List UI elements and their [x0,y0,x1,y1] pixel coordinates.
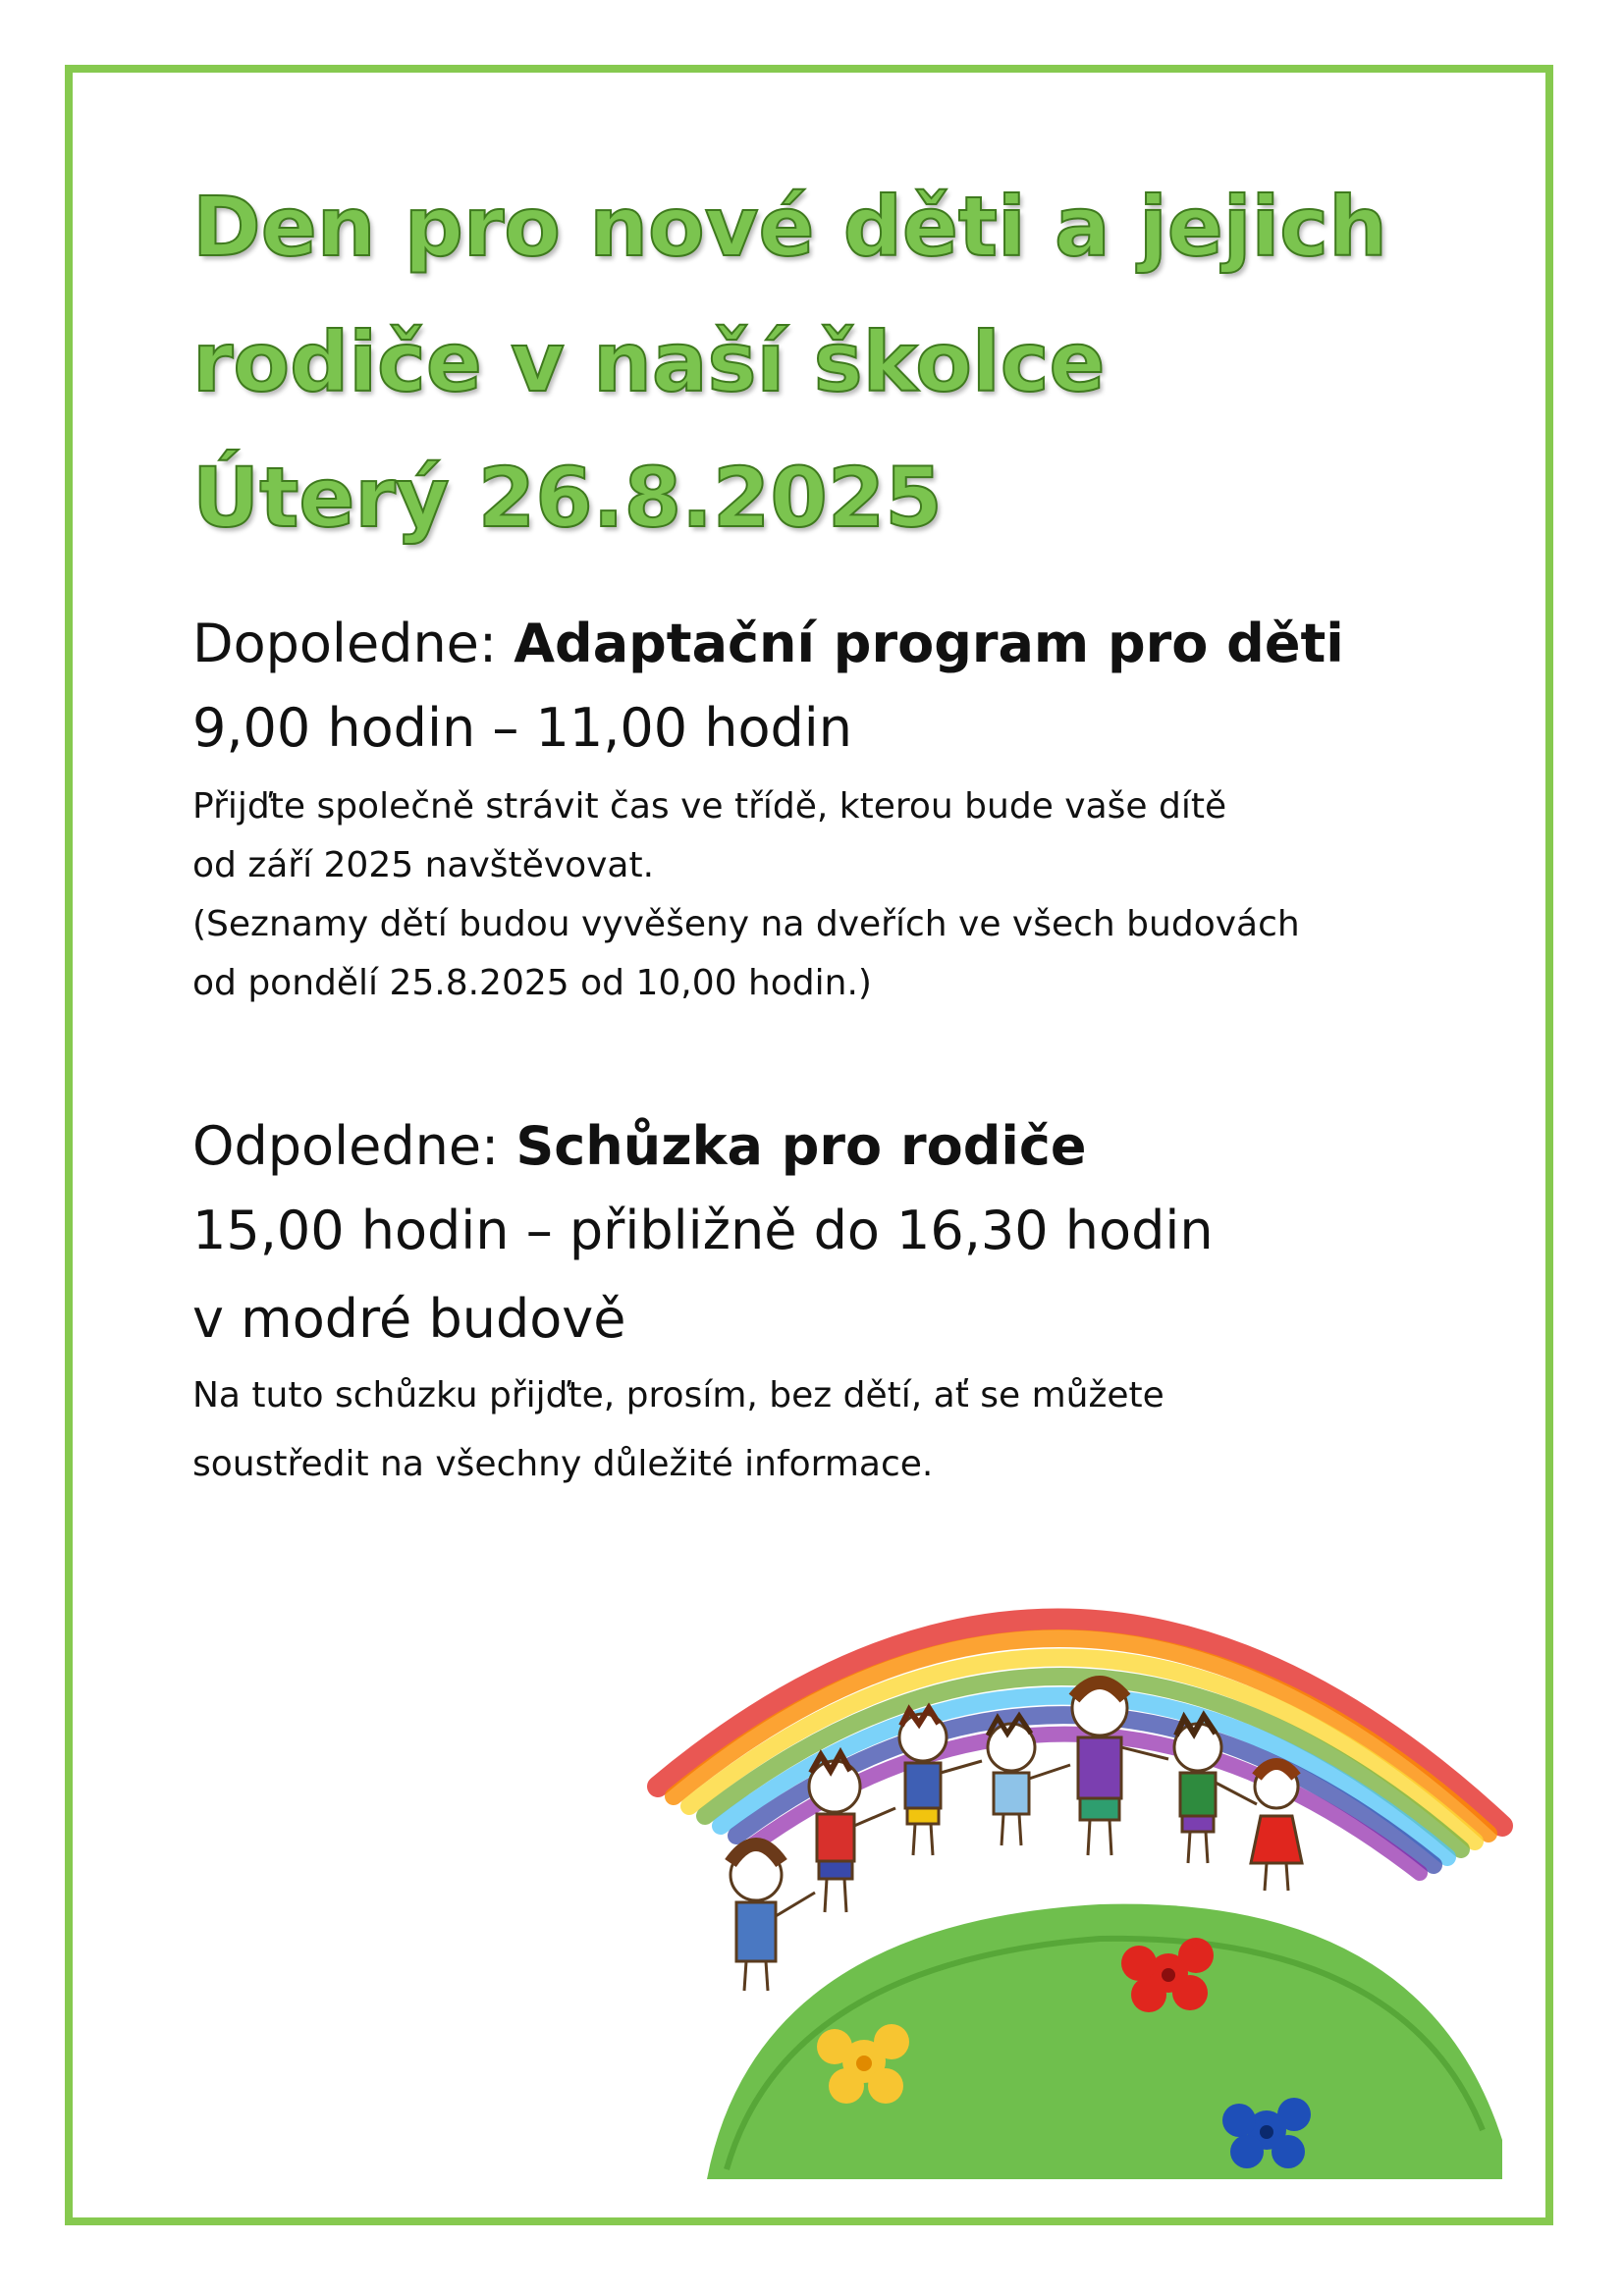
morning-program: Adaptační program pro děti [514,613,1344,674]
title-line-1: Den pro nové děti a jejich [192,179,1387,275]
morning-time: 9,00 hodin – 11,00 hodin [192,697,853,759]
afternoon-heading [192,1115,1087,1179]
afternoon-label: Odpoledne: [192,1115,516,1177]
morning-heading [192,613,1344,676]
morning-text-line-1: Přijďte společně strávit čas ve třídě, kterou bude vaše dítě [192,786,1227,827]
morning-label: Dopoledne: [192,613,514,674]
afternoon-program: Schůzka pro rodiče [515,1115,1087,1177]
morning-text-line-3: (Seznamy dětí budou vyvěšeny na dveřích ve všech budovách [192,904,1300,944]
title-date: Úterý 26.8.2025 [192,450,943,546]
morning-text-line-4: od pondělí 25.8.2025 od 10,00 hodin.) [192,963,872,1003]
title-line-2: rodiče v naší školce [192,314,1106,410]
afternoon-place: v modré budově [192,1288,626,1350]
morning-text-line-2: od září 2025 navštěvovat. [192,845,655,885]
afternoon-text-line-1: Na tuto schůzku přijďte, prosím, bez dětí, ať se můžete [192,1375,1164,1415]
afternoon-text-line-2: soustředit na všechny důležité informace. [192,1444,934,1484]
rainbow-children-drawing-icon [638,1551,1542,2199]
afternoon-time: 15,00 hodin – přibližně do 16,30 hodin [192,1200,1214,1261]
